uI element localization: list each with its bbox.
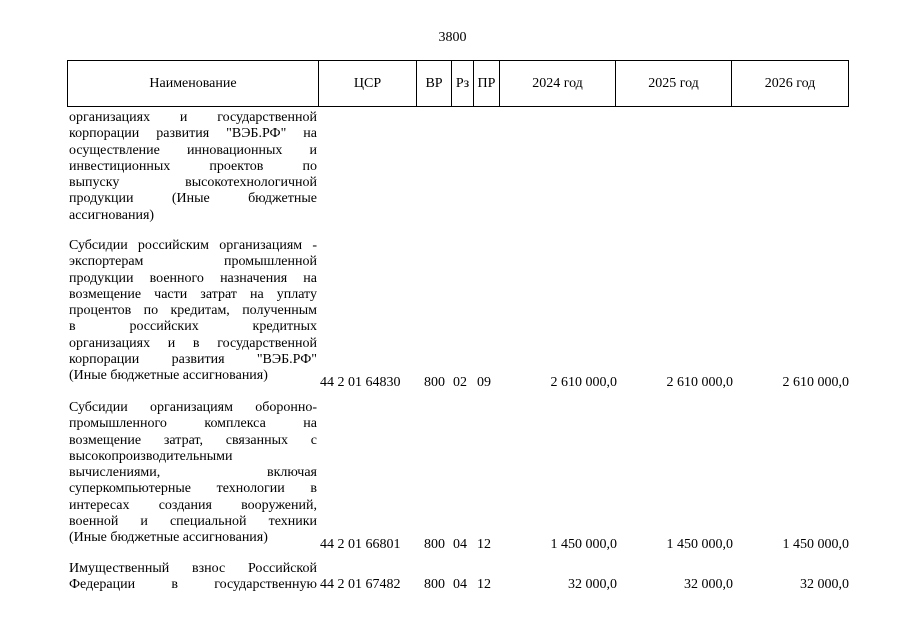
row-name (69, 400, 317, 547)
name-line: организациях и государственной (69, 110, 317, 125)
name-line: (Иные бюджетные ассигнования) (69, 530, 268, 546)
name-line: осуществление инновационных и (69, 142, 317, 158)
name-line: Субсидии российским организациям - (69, 238, 317, 253)
header-vr: ВР (417, 60, 452, 107)
header-2025: 2025 год (616, 60, 732, 107)
row-2024: 1 450 000,0 (550, 537, 617, 552)
name-line: ассигнования) (69, 207, 155, 223)
row-pr: 12 (477, 537, 491, 552)
row-2026: 1 450 000,0 (782, 537, 849, 552)
name-line: продукции (Иные бюджетные (69, 191, 317, 207)
name-line: Федерации в государственную (69, 577, 317, 593)
row-2025: 2 610 000,0 (666, 375, 733, 390)
row-csr: 44 2 01 64830 (320, 375, 401, 390)
row-pr: 09 (477, 375, 491, 390)
name-line: процентов по кредитам, полученным (69, 303, 317, 319)
row-name (69, 238, 317, 385)
name-line: организациях и в государственной (69, 335, 317, 351)
header-csr: ЦСР (319, 60, 417, 107)
name-line: корпорации развития "ВЭБ.РФ" на (69, 126, 317, 142)
name-line: вычислениями, включая (69, 465, 317, 481)
header-2024: 2024 год (500, 60, 616, 107)
page-number: 3800 (438, 30, 467, 45)
name-line: инвестиционных проектов по (69, 158, 317, 174)
row-vr: 800 (424, 537, 445, 552)
row-rz: 04 (453, 577, 467, 592)
name-line: возмещение затрат, связанных с (69, 432, 317, 448)
row-name (69, 561, 317, 594)
name-line: (Иные бюджетные ассигнования) (69, 368, 268, 384)
name-line: продукции военного назначения на (69, 270, 317, 286)
row-rz: 04 (453, 537, 467, 552)
row-pr: 12 (477, 577, 491, 592)
name-line: возмещение части затрат на уплату (69, 286, 317, 302)
name-line: военной и специальной техники (69, 514, 317, 530)
header-pr: ПР (474, 60, 500, 107)
row-vr: 800 (424, 577, 445, 592)
row-2025: 32 000,0 (684, 577, 733, 592)
row-rz: 02 (453, 375, 467, 390)
row-2026: 32 000,0 (800, 577, 849, 592)
name-line: выпуску высокотехнологичной (69, 175, 317, 191)
name-line: в российских кредитных (69, 319, 317, 335)
name-line: Субсидии организациям оборонно- (69, 400, 317, 415)
row-2025: 1 450 000,0 (666, 537, 733, 552)
name-line: интересах создания вооружений, (69, 497, 317, 513)
row-2024: 32 000,0 (568, 577, 617, 592)
row-2026: 2 610 000,0 (782, 375, 849, 390)
row-vr: 800 (424, 375, 445, 390)
row-name (69, 110, 317, 224)
name-line: промышленного комплекса на (69, 416, 317, 432)
name-line: суперкомпьютерные технологии в (69, 481, 317, 497)
header-name: Наименование (67, 60, 319, 107)
name-line: корпорации развития "ВЭБ.РФ" (69, 352, 317, 368)
row-csr: 44 2 01 66801 (320, 537, 401, 552)
header-2026: 2026 год (732, 60, 849, 107)
row-csr: 44 2 01 67482 (320, 577, 401, 592)
header-rz: Рз (452, 60, 474, 107)
row-2024: 2 610 000,0 (550, 375, 617, 390)
name-line: экспортерам промышленной (69, 254, 317, 270)
name-line: высокопроизводительными (69, 448, 233, 464)
name-line: Имущественный взнос Российской (69, 561, 317, 576)
table-header (67, 60, 849, 107)
